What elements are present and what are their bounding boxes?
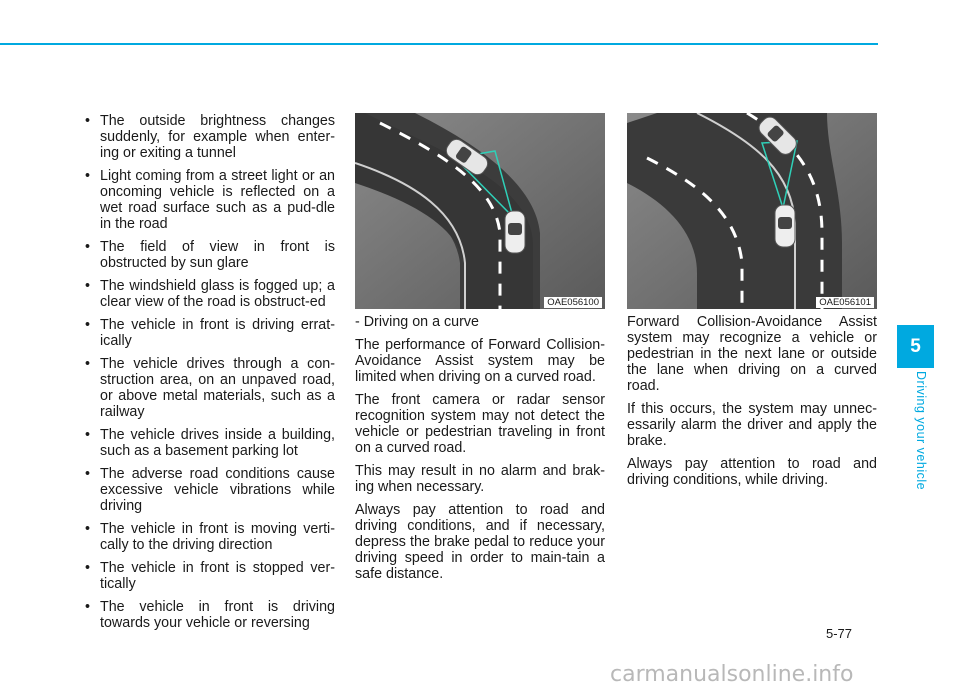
curve-figure-2: [627, 113, 877, 309]
list-item: • The windshield glass is fogged up; a clear view of the road is obstruct-ed: [83, 278, 335, 310]
paragraph: Forward Collision-Avoidance Assist system may recognize a vehicle or pedestrian in the next lane or outside the lane when driving on a curved road.: [627, 314, 877, 394]
page-number: 5-77: [826, 626, 853, 641]
column-right: [627, 113, 877, 495]
list-item: • The adverse road conditions cause excessive vehicle vibrations while driving: [83, 466, 335, 514]
paragraph: The performance of Forward Collision-Avoidance Assist system may be limited when driving on a curved road.: [355, 337, 605, 385]
curve-figure-1: [355, 113, 605, 309]
paragraph: The front camera or radar sensor recognition system may not detect the vehicle or pedestrian traveling in front on a curved road.: [355, 392, 605, 456]
road-illustration-2: [627, 113, 877, 309]
list-item: • The vehicle drives through a con-struction area, on an unpaved road, or above metal materials, such as a railway: [83, 356, 335, 420]
paragraph: Always pay attention to road and driving conditions, while driving.: [627, 456, 877, 488]
list-item: • The vehicle in front is driving errat-ically: [83, 317, 335, 349]
figure-code: OAE056101: [816, 297, 874, 308]
list-item: • The vehicle in front is stopped ver-tically: [83, 560, 335, 592]
list-item: • Light coming from a street light or an oncoming vehicle is reflected on a wet road surface such as a pud-dle in the road: [83, 168, 335, 232]
list-item: • The outside brightness changes suddenly, for example when enter-ing or exiting a tunnel: [83, 113, 335, 161]
own-car-icon: [505, 211, 525, 253]
header-rule: [0, 43, 878, 45]
figure-code: OAE056100: [544, 297, 602, 308]
own-car-icon: [775, 205, 795, 247]
list-item: • The field of view in front is obstructed by sun glare: [83, 239, 335, 271]
column-middle: [355, 113, 605, 589]
paragraph: Always pay attention to road and driving conditions, and if necessary, depress the brake pedal to reduce your driving speed in order to main-tain a safe distance.: [355, 502, 605, 582]
limitation-list: [83, 113, 335, 631]
chapter-title: Driving your vehicle: [914, 371, 928, 491]
column-left: [83, 113, 335, 638]
paragraph: If this occurs, the system may unnec-essarily alarm the driver and apply the brake.: [627, 401, 877, 449]
watermark: carmanualsonline.info: [610, 662, 854, 687]
list-item: • The vehicle in front is driving towards your vehicle or reversing: [83, 599, 335, 631]
paragraph: - Driving on a curve: [355, 314, 479, 330]
paragraph: This may result in no alarm and brak-ing when necessary.: [355, 463, 605, 495]
chapter-tab: 5: [897, 325, 934, 368]
list-item: • The vehicle drives inside a building, such as a basement parking lot: [83, 427, 335, 459]
road-illustration-1: [355, 113, 605, 309]
list-item: • The vehicle in front is moving verti-cally to the driving direction: [83, 521, 335, 553]
